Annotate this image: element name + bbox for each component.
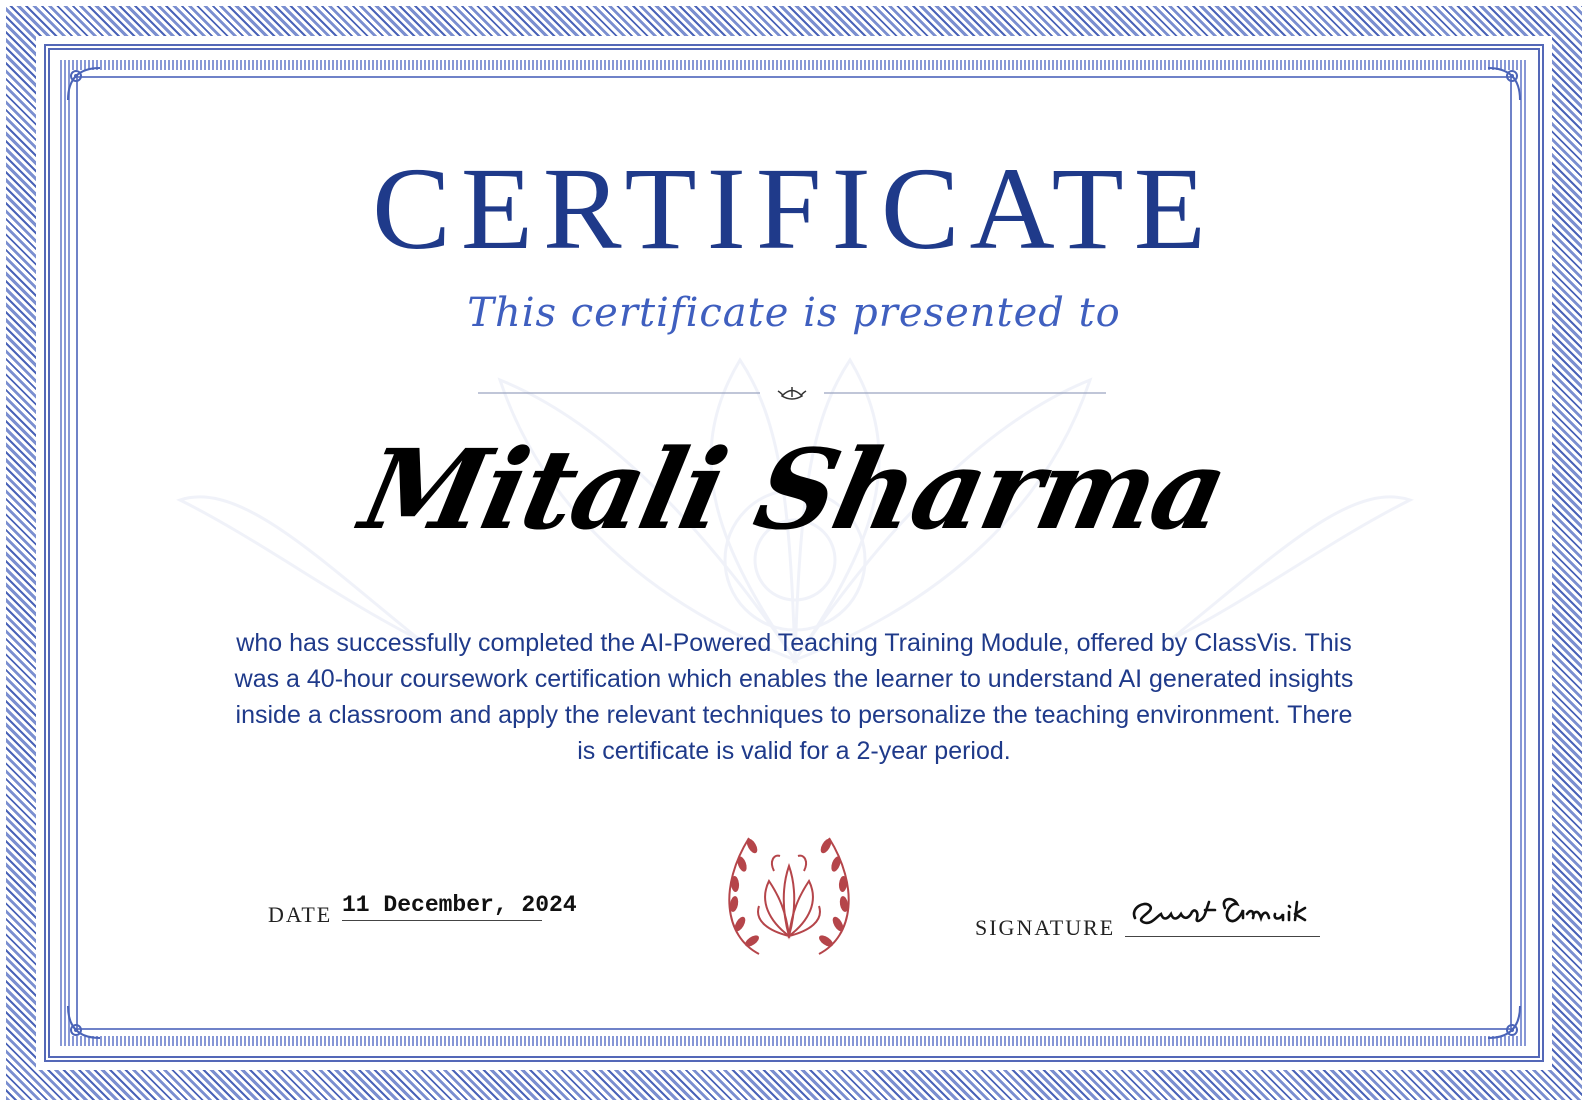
signature-line: [1125, 888, 1320, 937]
certificate-title: CERTIFICATE: [372, 143, 1216, 274]
date-label: DATE: [268, 902, 333, 927]
certificate-subtitle: This certificate is presented to: [467, 290, 1121, 336]
floral-corner-icon: [64, 1002, 104, 1042]
floral-corner-icon: [1484, 1002, 1524, 1042]
handwritten-signature: [1125, 888, 1320, 936]
recipient-name: Mitali Sharma: [351, 425, 1237, 554]
laurel-wreath-seal-icon: [714, 826, 864, 962]
signature-label: SIGNATURE: [975, 915, 1116, 940]
floral-corner-icon: [1484, 64, 1524, 104]
lotus-ornament-icon: [778, 387, 806, 399]
certificate-description: who has successfully completed the AI-Powered Teaching Training Module, offered by ClassVis. This was a 40-hour coursework certification which enables the learner to understand AI generated insights inside a classroom and apply the relevant techniques to personalize the teaching environment. There is certificate is valid for a 2-year period.: [234, 629, 1354, 765]
floral-corner-icon: [64, 64, 104, 104]
date-value: 11 December, 2024: [342, 892, 542, 921]
ornamental-divider: [478, 383, 1106, 403]
